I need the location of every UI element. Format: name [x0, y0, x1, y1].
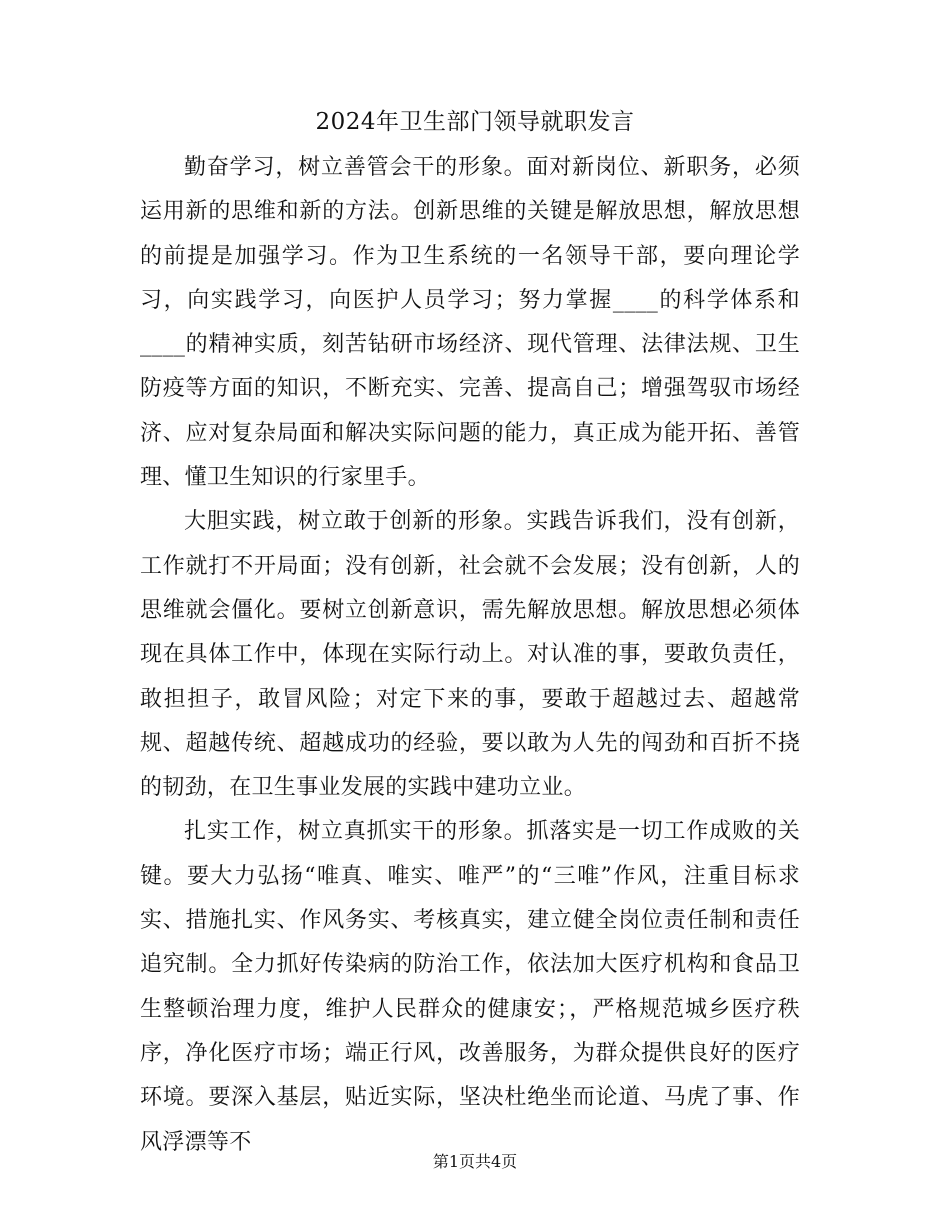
paragraph-study: 勤奋学习，树立善管会干的形象。面对新岗位、新职务，必须运用新的思维和新的方法。创新思维的关键是解放思想，解放思想的前提是加强学习。作为卫生系统的一名领导干部，要向理论学习，向实践学习，向医护人员学习；努力掌握____的科学体系和____的精神实质，刻苦钻研市场经济、现代管理、法律法规、卫生防疫等方面的知识，不断充实、完善、提高自己；增强驾驭市场经济、应对复杂局面和解决实际问题的能力，真正成为能开拓、善管理、懂卫生知识的行家里手。	[140, 155, 800, 491]
document-body	[140, 146, 800, 1165]
page-number-footer: 第1页共4页	[432, 1152, 518, 1171]
paragraph-work: 扎实工作，树立真抓实干的形象。抓落实是一切工作成败的关键。要大力弘扬“唯真、唯实、唯严”的“三唯”作风，注重目标求实、措施扎实、作风务实、考核真实，建立健全岗位责任制和责任追究制。全力抓好传染病的防治工作，依法加大医疗机构和食品卫生整顿治理力度，维护人民群众的健康安；，严格规范城乡医疗秩序，净化医疗市场；端正行风，改善服务，为群众提供良好的医疗环境。要深入基层，贴近实际，坚决杜绝坐而论道、马虎了事、作风浮漂等不	[140, 819, 800, 1155]
document-title: 2024年卫生部门领导就职发言	[315, 109, 635, 135]
paragraph-practice: 大胆实践，树立敢于创新的形象。实践告诉我们，没有创新，工作就打不开局面；没有创新，社会就不会发展；没有创新，人的思维就会僵化。要树立创新意识，需先解放思想。解放思想必须体现在具体工作中，体现在实际行动上。对认准的事，要敢负责任，敢担担子，敢冒风险；对定下来的事，要敢于超越过去、超越常规、超越传统、超越成功的经验，要以敢为人先的闯劲和百折不挠的韧劲，在卫生事业发展的实践中建功立业。	[140, 509, 800, 801]
